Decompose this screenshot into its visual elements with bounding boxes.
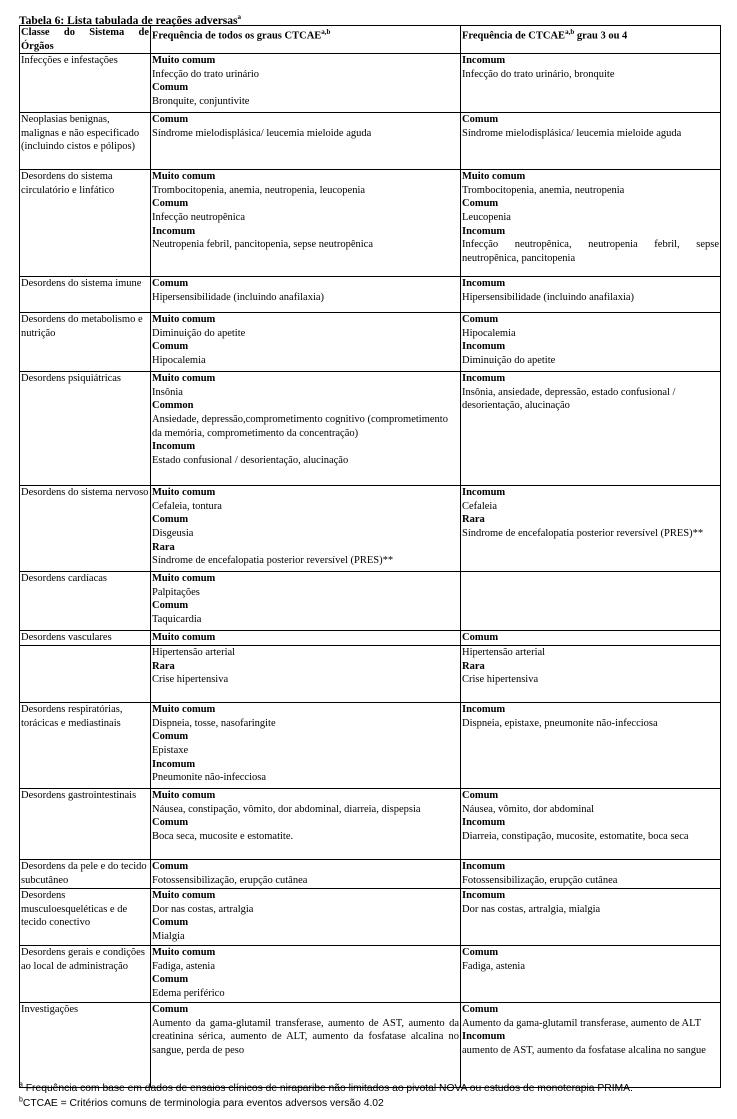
footnote-a-text: Frequência com base em dados de ensaios clínicos de niraparibe não limitados ao pivotal NOVA ou estudos de monoterapia PRIMA. bbox=[22, 1083, 633, 1094]
adverse-reaction-text: Dor nas costas, artralgia, mialgia bbox=[462, 903, 601, 915]
frequency-label: Incomum bbox=[462, 373, 506, 385]
frequency-label: Comum bbox=[462, 114, 499, 126]
system-organ-class-text: Desordens vasculares bbox=[21, 632, 112, 644]
frequency-label: Comum bbox=[462, 1004, 499, 1016]
adverse-reaction-text: Diminuição do apetite bbox=[462, 354, 556, 366]
adverse-reaction-text: Síndrome mielodisplásica/ leucemia mieloide aguda bbox=[462, 127, 682, 139]
all-grades-cell bbox=[151, 946, 461, 1003]
header-col3-suffix: grau 3 ou 4 bbox=[574, 30, 628, 42]
adverse-reaction-text: Dispneia, epistaxe, pneumonite não-infecciosa bbox=[462, 717, 658, 729]
frequency-label: Incomum bbox=[462, 278, 506, 290]
table-row bbox=[20, 946, 721, 1003]
frequency-label: Comum bbox=[152, 82, 189, 94]
frequency-label: Incomum bbox=[462, 55, 506, 67]
grade-3-4-cell bbox=[461, 703, 721, 789]
adverse-reaction-text: Síndrome de encefalopatia posterior reversível (PRES)** bbox=[152, 555, 394, 567]
system-organ-class-cell bbox=[20, 646, 151, 703]
table-row bbox=[20, 572, 721, 631]
adverse-reaction-text: Infecção neutropênica, neutropenia febril, sepse neutropênica, pancitopenia bbox=[462, 239, 719, 264]
system-organ-class-cell bbox=[20, 1003, 151, 1088]
system-organ-class-cell bbox=[20, 860, 151, 889]
all-grades-cell bbox=[151, 372, 461, 486]
table-row bbox=[20, 631, 721, 646]
system-organ-class-text: Desordens do sistema circulatório e linfático bbox=[21, 171, 115, 196]
adverse-reaction-text: Taquicardia bbox=[152, 613, 202, 625]
table-row bbox=[20, 54, 721, 113]
header-col2-sup: a,b bbox=[321, 28, 331, 36]
adverse-reaction-text: Fotossensibilização, erupção cutânea bbox=[462, 874, 618, 886]
system-organ-class-text: Neoplasias benignas, malignas e não especificado (incluindo cistos e pólipos) bbox=[21, 114, 140, 153]
frequency-label: Incomum bbox=[462, 817, 506, 829]
grade-3-4-cell bbox=[461, 372, 721, 486]
frequency-label: Comum bbox=[152, 861, 189, 873]
table-row bbox=[20, 313, 721, 372]
frequency-label: Comum bbox=[152, 974, 189, 986]
table-title-text: Tabela 6: Lista tabulada de reações adversas bbox=[19, 14, 238, 27]
adverse-reaction-text: aumento de AST, aumento da fosfatase alcalina no sangue bbox=[462, 1044, 706, 1056]
table-row bbox=[20, 889, 721, 946]
system-organ-class-text: Desordens da pele e do tecido subcutâneo bbox=[21, 861, 147, 886]
grade-3-4-cell bbox=[461, 54, 721, 113]
adverse-reactions-table bbox=[19, 25, 721, 1088]
system-organ-class-cell bbox=[20, 889, 151, 946]
footnote-b-text: CTCAE = Critérios comuns de terminologia para eventos adversos versão 4.02 bbox=[22, 1098, 384, 1109]
adverse-reaction-text: Fadiga, astenia bbox=[152, 960, 215, 972]
all-grades-cell bbox=[151, 486, 461, 572]
adverse-reaction-text: Cefaleia bbox=[462, 500, 497, 512]
frequency-label: Comum bbox=[462, 790, 499, 802]
adverse-reaction-text: Edema periférico bbox=[152, 987, 225, 999]
all-grades-cell bbox=[151, 313, 461, 372]
all-grades-cell bbox=[151, 113, 461, 170]
frequency-label: Comum bbox=[152, 114, 189, 126]
adverse-reaction-text: Síndrome mielodisplásica/ leucemia mieloide aguda bbox=[152, 127, 372, 139]
adverse-reaction-text: Síndrome de encefalopatia posterior reversível (PRES)** bbox=[462, 527, 704, 539]
frequency-label: Muito comum bbox=[152, 890, 216, 902]
adverse-reaction-text: Náusea, constipação, vômito, dor abdominal, diarreia, dispepsia bbox=[152, 803, 421, 815]
all-grades-cell bbox=[151, 631, 461, 646]
frequency-label: Incomum bbox=[462, 1031, 506, 1043]
all-grades-cell bbox=[151, 860, 461, 889]
footnote-b bbox=[19, 1097, 384, 1110]
adverse-reaction-text: Leucopenia bbox=[462, 211, 511, 223]
frequency-label: Comum bbox=[152, 514, 189, 526]
table-row bbox=[20, 486, 721, 572]
table-row bbox=[20, 170, 721, 277]
frequency-label: Incomum bbox=[462, 225, 506, 237]
adverse-reaction-text: Dispneia, tosse, nasofaringite bbox=[152, 717, 276, 729]
grade-3-4-cell bbox=[461, 486, 721, 572]
frequency-label: Rara bbox=[462, 514, 485, 526]
header-grade-3-4 bbox=[461, 26, 721, 54]
system-organ-class-cell bbox=[20, 113, 151, 170]
system-organ-class-text: Desordens respiratórias, torácicas e mediastinais bbox=[21, 704, 123, 729]
system-organ-class-text: Desordens psiquiátricas bbox=[21, 373, 122, 385]
frequency-label: Comum bbox=[462, 947, 499, 959]
frequency-label: Common bbox=[152, 400, 194, 412]
grade-3-4-cell bbox=[461, 889, 721, 946]
system-organ-class-cell bbox=[20, 789, 151, 860]
table-row bbox=[20, 860, 721, 889]
adverse-reaction-text: Trombocitopenia, anemia, neutropenia, leucopenia bbox=[152, 184, 366, 196]
frequency-label: Muito comum bbox=[152, 790, 216, 802]
system-organ-class-text: Desordens do sistema imune bbox=[21, 278, 142, 290]
table-row bbox=[20, 646, 721, 703]
adverse-reaction-text: Palpitações bbox=[152, 586, 200, 598]
adverse-reaction-text: Fotossensibilização, erupção cutânea bbox=[152, 874, 308, 886]
all-grades-cell bbox=[151, 54, 461, 113]
frequency-label: Rara bbox=[152, 660, 175, 672]
footnote-a-mark: a bbox=[19, 1081, 23, 1089]
adverse-reaction-text: Hipocalemia bbox=[152, 354, 206, 366]
frequency-label: Incomum bbox=[152, 441, 196, 453]
adverse-reaction-text: Cefaleia, tontura bbox=[152, 500, 222, 512]
table-row bbox=[20, 113, 721, 170]
adverse-reaction-text: Infecção do trato urinário, bronquite bbox=[462, 68, 615, 80]
frequency-label: Comum bbox=[462, 314, 499, 326]
frequency-label: Incomum bbox=[462, 704, 506, 716]
system-organ-class-cell bbox=[20, 170, 151, 277]
grade-3-4-cell bbox=[461, 946, 721, 1003]
frequency-label: Comum bbox=[152, 1004, 189, 1016]
frequency-label: Muito comum bbox=[152, 632, 216, 644]
frequency-label: Muito comum bbox=[462, 171, 526, 183]
frequency-label: Comum bbox=[152, 917, 189, 929]
adverse-reaction-text: Dor nas costas, artralgia bbox=[152, 903, 254, 915]
adverse-reaction-text: Diminuição do apetite bbox=[152, 327, 246, 339]
all-grades-cell bbox=[151, 703, 461, 789]
system-organ-class-text: Desordens do sistema nervoso bbox=[21, 487, 149, 499]
adverse-reaction-text: Crise hipertensiva bbox=[462, 674, 539, 686]
frequency-label: Muito comum bbox=[152, 487, 216, 499]
frequency-label: Muito comum bbox=[152, 704, 216, 716]
adverse-reaction-text: Crise hipertensiva bbox=[152, 674, 229, 686]
adverse-reaction-text: Aumento da gama-glutamil transferase, aumento de AST, aumento da creatinina sérica, aumento de ALT, aumento da fosfatase alcalina no sangue, perda de peso bbox=[152, 1017, 459, 1056]
adverse-reaction-text: Náusea, vômito, dor abdominal bbox=[462, 803, 595, 815]
all-grades-cell bbox=[151, 889, 461, 946]
frequency-label: Incomum bbox=[152, 758, 196, 770]
table-row bbox=[20, 277, 721, 313]
system-organ-class-cell bbox=[20, 946, 151, 1003]
table-row bbox=[20, 372, 721, 486]
grade-3-4-cell bbox=[461, 113, 721, 170]
frequency-label: Incomum bbox=[462, 341, 506, 353]
system-organ-class-text: Desordens musculoesqueléticas e de tecido conectivo bbox=[21, 890, 128, 929]
adverse-reaction-text: Bronquite, conjuntivite bbox=[152, 95, 250, 107]
table-row bbox=[20, 1003, 721, 1088]
frequency-label: Incomum bbox=[462, 890, 506, 902]
system-organ-class-cell bbox=[20, 631, 151, 646]
system-organ-class-text: Investigações bbox=[21, 1004, 79, 1016]
system-organ-class-cell bbox=[20, 572, 151, 631]
grade-3-4-cell bbox=[461, 572, 721, 631]
system-organ-class-cell bbox=[20, 54, 151, 113]
footnote-a bbox=[19, 1082, 633, 1095]
system-organ-class-cell bbox=[20, 486, 151, 572]
adverse-reaction-text: Insônia bbox=[152, 386, 183, 398]
frequency-label: Comum bbox=[152, 731, 189, 743]
grade-3-4-cell bbox=[461, 313, 721, 372]
frequency-label: Incomum bbox=[462, 861, 506, 873]
adverse-reaction-text: Boca seca, mucosite e estomatite. bbox=[152, 830, 294, 842]
table-body bbox=[20, 54, 721, 1088]
adverse-reaction-text: Ansiedade, depressão,comprometimento cognitivo (comprometimento da memória, comprometimento da concentração) bbox=[152, 413, 448, 439]
adverse-reaction-text: Hipertensão arterial bbox=[152, 647, 236, 659]
all-grades-cell bbox=[151, 170, 461, 277]
system-organ-class-cell bbox=[20, 313, 151, 372]
frequency-label: Comum bbox=[152, 600, 189, 612]
adverse-reaction-text: Trombocitopenia, anemia, neutropenia bbox=[462, 184, 625, 196]
frequency-label: Comum bbox=[152, 817, 189, 829]
frequency-label: Comum bbox=[152, 278, 189, 290]
adverse-reaction-text: Estado confusional / desorientação, alucinação bbox=[152, 454, 349, 466]
system-organ-class-cell bbox=[20, 703, 151, 789]
all-grades-cell bbox=[151, 646, 461, 703]
adverse-reaction-text: Pneumonite não-infecciosa bbox=[152, 772, 267, 784]
header-all-grades bbox=[151, 26, 461, 54]
frequency-label: Rara bbox=[462, 660, 485, 672]
system-organ-class-text: Desordens gastrointestinais bbox=[21, 790, 137, 802]
header-col1-text: Classe do Sistema de Órgãos bbox=[21, 27, 149, 52]
grade-3-4-cell bbox=[461, 646, 721, 703]
frequency-label: Muito comum bbox=[152, 947, 216, 959]
all-grades-cell bbox=[151, 1003, 461, 1088]
adverse-reaction-text: Aumento da gama-glutamil transferase, aumento de ALT bbox=[462, 1017, 701, 1029]
frequency-label: Rara bbox=[152, 541, 175, 553]
frequency-label: Muito comum bbox=[152, 55, 216, 67]
table-row bbox=[20, 703, 721, 789]
system-organ-class-cell bbox=[20, 277, 151, 313]
system-organ-class-text: Infecções e infestações bbox=[21, 55, 118, 67]
adverse-reaction-text: Hipocalemia bbox=[462, 327, 516, 339]
frequency-label: Muito comum bbox=[152, 373, 216, 385]
adverse-reaction-text: Hipersensibilidade (incluindo anafilaxia) bbox=[462, 291, 635, 303]
frequency-label: Comum bbox=[152, 198, 189, 210]
adverse-reaction-text: Infecção neutropênica bbox=[152, 211, 245, 223]
frequency-label: Incomum bbox=[462, 487, 506, 499]
adverse-reaction-text: Hipertensão arterial bbox=[462, 647, 546, 659]
frequency-label: Comum bbox=[462, 632, 499, 644]
header-col3-sup: a,b bbox=[565, 28, 575, 36]
frequency-label: Muito comum bbox=[152, 573, 216, 585]
table-title-footnote-mark: a bbox=[237, 13, 242, 21]
grade-3-4-cell bbox=[461, 860, 721, 889]
adverse-reaction-text: Mialgia bbox=[152, 930, 185, 942]
footnote-b-mark: b bbox=[19, 1096, 23, 1104]
adverse-reaction-text: Diarreia, constipação, mucosite, estomatite, boca seca bbox=[462, 830, 689, 842]
grade-3-4-cell bbox=[461, 631, 721, 646]
adverse-reaction-text: Neutropenia febril, pancitopenia, sepse neutropênica bbox=[152, 239, 373, 251]
all-grades-cell bbox=[151, 789, 461, 860]
system-organ-class-text: Desordens do metabolismo e nutrição bbox=[21, 314, 143, 339]
adverse-reaction-text: Epistaxe bbox=[152, 744, 189, 756]
system-organ-class-text: Desordens cardíacas bbox=[21, 573, 107, 585]
table-row bbox=[20, 789, 721, 860]
grade-3-4-cell bbox=[461, 789, 721, 860]
adverse-reaction-text: Disgeusia bbox=[152, 527, 194, 539]
header-col2-text: Frequência de todos os graus CTCAE bbox=[152, 30, 322, 42]
header-col3-text: Frequência de CTCAE bbox=[462, 30, 566, 42]
grade-3-4-cell bbox=[461, 170, 721, 277]
all-grades-cell bbox=[151, 572, 461, 631]
grade-3-4-cell bbox=[461, 277, 721, 313]
frequency-label: Incomum bbox=[152, 225, 196, 237]
header-system-organ-class bbox=[20, 26, 151, 54]
adverse-reaction-text: Infecção do trato urinário bbox=[152, 68, 259, 80]
all-grades-cell bbox=[151, 277, 461, 313]
frequency-label: Comum bbox=[462, 198, 499, 210]
table-header-row bbox=[20, 26, 721, 54]
system-organ-class-text: Desordens gerais e condições ao local de administração bbox=[21, 947, 145, 972]
adverse-reaction-text: Fadiga, astenia bbox=[462, 960, 525, 972]
system-organ-class-cell bbox=[20, 372, 151, 486]
adverse-reaction-text: Insônia, ansiedade, depressão, estado confusional / desorientação, alucinação bbox=[462, 386, 676, 412]
adverse-reaction-text: Hipersensibilidade (incluindo anafilaxia) bbox=[152, 291, 325, 303]
frequency-label: Muito comum bbox=[152, 314, 216, 326]
frequency-label: Comum bbox=[152, 341, 189, 353]
frequency-label: Muito comum bbox=[152, 171, 216, 183]
grade-3-4-cell bbox=[461, 1003, 721, 1088]
